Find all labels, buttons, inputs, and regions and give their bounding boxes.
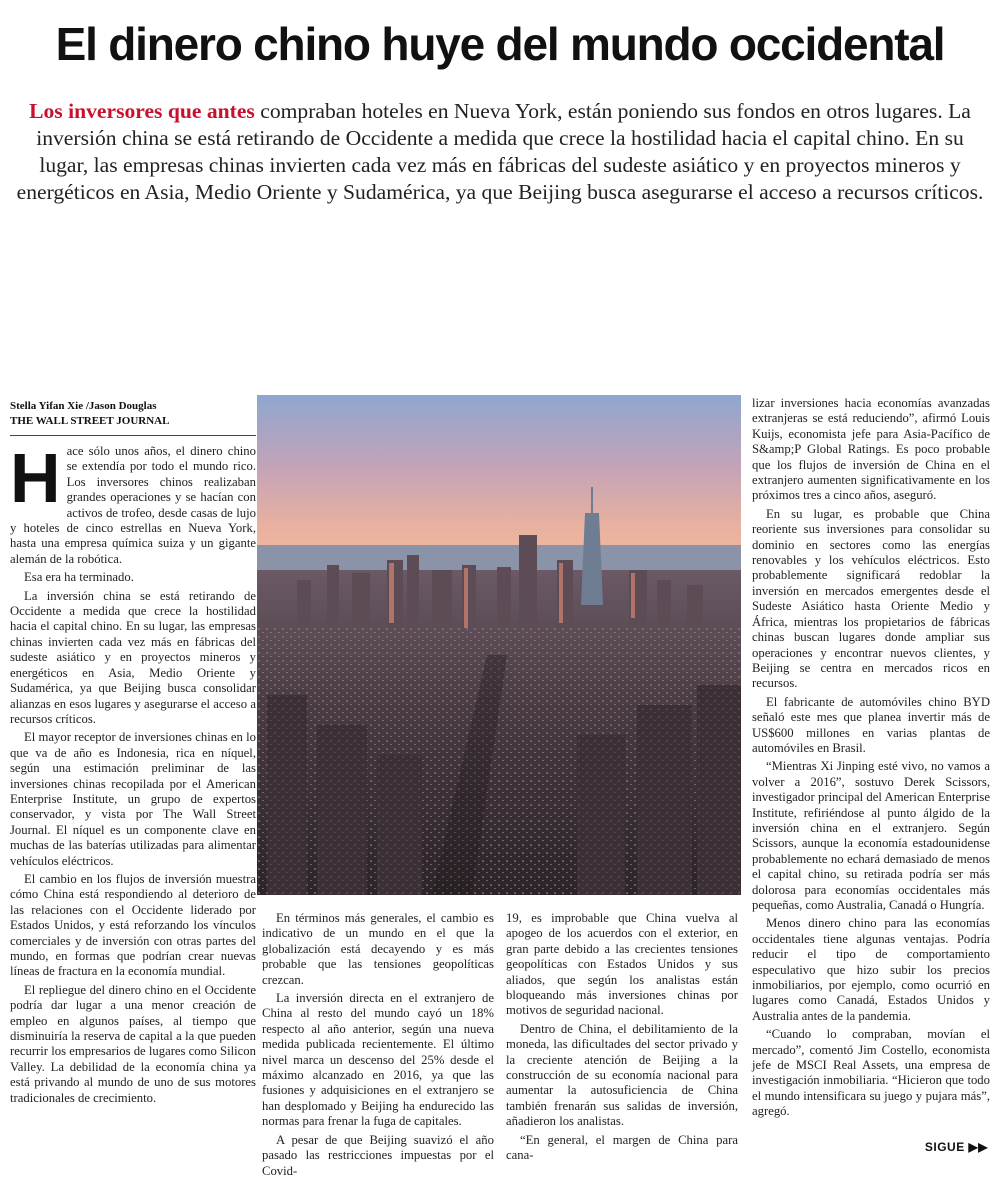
article-paragraph: Menos dinero chino para las economías occidentales tiene algunas ventajas. Podría reducir el tipo de comportamiento especulativo que hizo subir los precios inmobiliarios, por ejemplo, como ocurrió en lugares como Canadá, Estados Unidos y Australia antes de la pandemia. (752, 916, 990, 1023)
deck-lead: Los inversores que antes (29, 99, 255, 123)
article-paragraph: 19, es improbable que China vuelva al apogeo de los acuerdos con el exterior, en gran parte debido a las crecientes tensiones geopolíticas con Estados Unidos y sus aliados, que según los analistas están bloqueando más inversiones chinas por motivos de seguridad nacional. (506, 911, 738, 1018)
article-paragraph: Esa era ha terminado. (24, 570, 134, 585)
article-paragraph: A pesar de que Beijing suavizó el año pasado las restricciones impuestas por el Covid- (262, 1132, 494, 1178)
article-paragraph: “Mientras Xi Jinping esté vivo, no vamos a volver a 2016”, sostuvo Derek Scissors, investigador principal del American Enterprise Institute, refiriéndose al punto álgido de la inversión china en el extranjero. Según Scissors, aunque la economía estadounidense probablemente no echará demasiado de menos el capital chino, su retirada podría ser más dolorosa para economías occidentales más pequeñas, como Australia, Canadá o Hungría. (752, 759, 990, 912)
byline (10, 399, 256, 436)
article-paragraph (10, 439, 256, 567)
skyline-photo (257, 395, 741, 895)
byline-authors: Stella Yifan Xie /Jason Douglas (10, 400, 157, 412)
article-paragraph: “En general, el margen de China para cana- (506, 1132, 738, 1163)
article-paragraph: “Cuando lo compraban, movían el mercado”, comentó Jim Costello, economista jefe de MSCI Real Assets, una empresa de investigación inmobiliaria. “Hicieron que todo el mundo intensificara su juego y pujara más”, agregó. (752, 1027, 990, 1119)
article-paragraph: lizar inversiones hacia economías avanzadas extranjeras se está reduciendo”, afirmó Louis Kuijs, economista jefe para Asia-Pacífico de S&amp;P Global Ratings. Es poco probable que los flujos de inversión de China en el extranjero aumenten significativamente en los próximos tres a cinco años, aseguró. (752, 396, 990, 503)
headline: El dinero chino huye del mundo occidental (55, 18, 945, 70)
article-paragraph: El mayor receptor de inversiones chinas en lo que va de año es Indonesia, rica en níquel, según una estimación preliminar de las inversiones chinas recopilada por el American Enterprise Institute, un grupo de expertos conservador, y vista por The Wall Street Journal. El níquel es un componente clave en muchas de las baterías utilizadas para alimentar vehículos eléctricos. (10, 730, 256, 868)
continue-label: SIGUE ▶▶ (924, 1140, 988, 1154)
byline-publication: THE WALL STREET JOURNAL (10, 415, 170, 427)
column-3 (506, 911, 738, 1167)
deck-text: compraban hoteles en Nueva York, están poniendo sus fondos en otros lugares. La inversión china se está retirando de Occidente a medida que crece la hostilidad hacia el capital chino. En su lugar, las empresas chinas invierten cada vez más en fábricas del sudeste asiático y en proyectos mineros y energéticos en Asia, Medio Oriente y Sudamérica, ya que Beijing busca asegurarse el acceso a recursos críticos. (16, 99, 984, 204)
column-2 (262, 911, 494, 1182)
byline-rule (10, 435, 256, 436)
deck (10, 98, 990, 206)
article-paragraph: El fabricante de automóviles chino BYD señaló este mes que planea invertir más de US$600 millones en varias plantas de automóviles en Brasil. (752, 694, 990, 755)
article-paragraph: En términos más generales, el cambio es indicativo de un mundo en el que la globalización está decayendo y es más probable que las tensiones geopolíticas crezcan. (262, 911, 494, 987)
drop-cap: H (10, 439, 61, 517)
article-paragraph: El cambio en los flujos de inversión muestra cómo China está respondiendo al deterioro de las relaciones con el Occidente liderado por Estados Unidos, y está reforzando los vínculos comerciales y de inversión con otras partes del mundo, en formas que podrían crear nuevas líneas de fractura en la economía mundial. (10, 871, 256, 979)
article-paragraph: Dentro de China, el debilitamiento de la moneda, las dificultades del sector privado y la creciente atención de Beijing a la construcción de su economía nacional para aumentar la autosuficiencia de China también frenarán sus salidas de inversión, añadieron los analistas. (506, 1021, 738, 1129)
column-1 (10, 439, 256, 1109)
paragraph-text: ace sólo unos años, el dinero chino se extendía por todo el mundo rico. Los inversores chinos realizaban grandes operaciones y se hacían con activos de trofeo, desde casas de lujo y hoteles de cinco estrellas en Nueva York, hasta una empresa química suiza y un gigante alemán de la robótica. (10, 444, 256, 566)
article-paragraph: El repliegue del dinero chino en el Occidente podría dar lugar a una menor creación de empleo en algunos países, al tiempo que disminuiría la reserva de capital a la que pueden recurrir los empresarios de lugares como Silicon Valley. La debilidad de la economía china ya está privando al mundo de uno de sus motores tradicionales de crecimiento. (10, 982, 256, 1105)
article-paragraph: La inversión china se está retirando de Occidente a medida que crece la hostilidad hacia el capital chino. En su lugar, las empresas chinas invierten cada vez más en fábricas del sudeste asiático y en proyectos mineros y energéticos en Asia, Medio Oriente y Sudamérica, ya que Beijing busca consolidar alianzas en esos lugares y asegurarse el acceso a recursos críticos. (10, 588, 256, 726)
article-paragraph: La inversión directa en el extranjero de China al resto del mundo cayó un 18% respecto al año anterior, según una nueva medida publicada recientemente. El último nivel marca un descenso del 25% desde el máximo alcanzado en 2016, ya que las fusiones y adquisiciones en el extranjero se han desplomado y Beijing ha endurecido las normas para frenar la fuga de capitales. (262, 991, 494, 1129)
article-paragraph: En su lugar, es probable que China reoriente sus inversiones para consolidar su dominio en sectores como las energías renovables y los vehículos eléctricos. Esto probablemente significará redoblar la inversión en mercados emergentes desde el Sudeste Asiático hasta Oriente Medio y África, mientras los propietarios de fábricas chinas buscan lugares donde ampliar sus operaciones y encontrar nuevos clientes, y Beijing se centra en mercados ricos en recursos. (752, 506, 990, 691)
column-4 (752, 396, 990, 1123)
